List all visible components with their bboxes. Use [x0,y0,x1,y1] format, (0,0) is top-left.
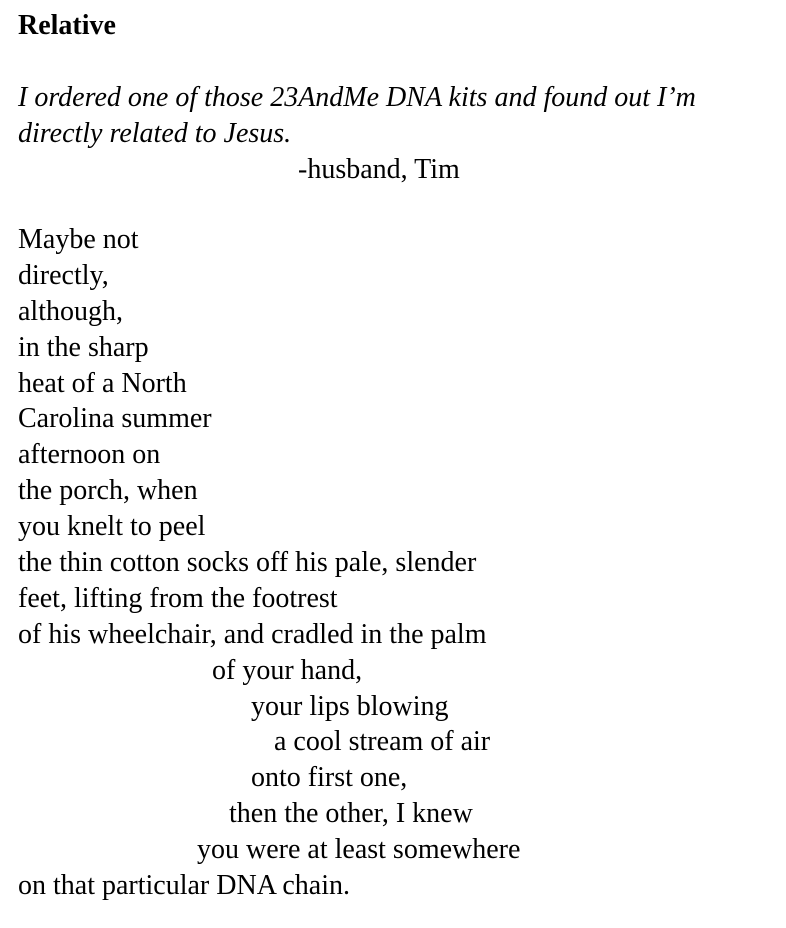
epigraph-line: directly related to Jesus. [18,118,292,149]
poem-line: although, [18,295,123,327]
epigraph [18,80,786,152]
poem-line: in the sharp [18,331,149,363]
poem-line: Maybe not [18,224,139,255]
poem-line: Carolina summer [18,403,212,435]
poem-line: feet, lifting from the footrest [18,582,338,614]
poem-line: a cool stream of air [274,726,491,758]
poem-line: you were at least somewhere [197,834,521,866]
poem-line: directly, [18,259,109,291]
poem-line: the porch, when [18,475,198,507]
poem-line: you knelt to peel [18,511,206,543]
poem-line: afternoon on [18,439,161,471]
epigraph-attribution: -husband, Tim [298,154,460,185]
poem-line: the thin cotton socks off his pale, slender [18,547,477,579]
poem-line: your lips blowing [251,690,449,722]
poem-line: on that particular DNA chain. [18,870,351,902]
poem-line: onto first one, [251,762,408,794]
poem-body [0,222,786,904]
epigraph-line: I ordered one of those 23AndMe DNA kits and found out I’m [18,82,696,113]
poem-line: of your hand, [212,654,363,686]
poem-line: of his wheelchair, and cradled in the palm [18,618,487,650]
poem-line: then the other, I knew [229,798,473,830]
poem-line: heat of a North [18,367,187,399]
poem-title: Relative [18,10,116,41]
